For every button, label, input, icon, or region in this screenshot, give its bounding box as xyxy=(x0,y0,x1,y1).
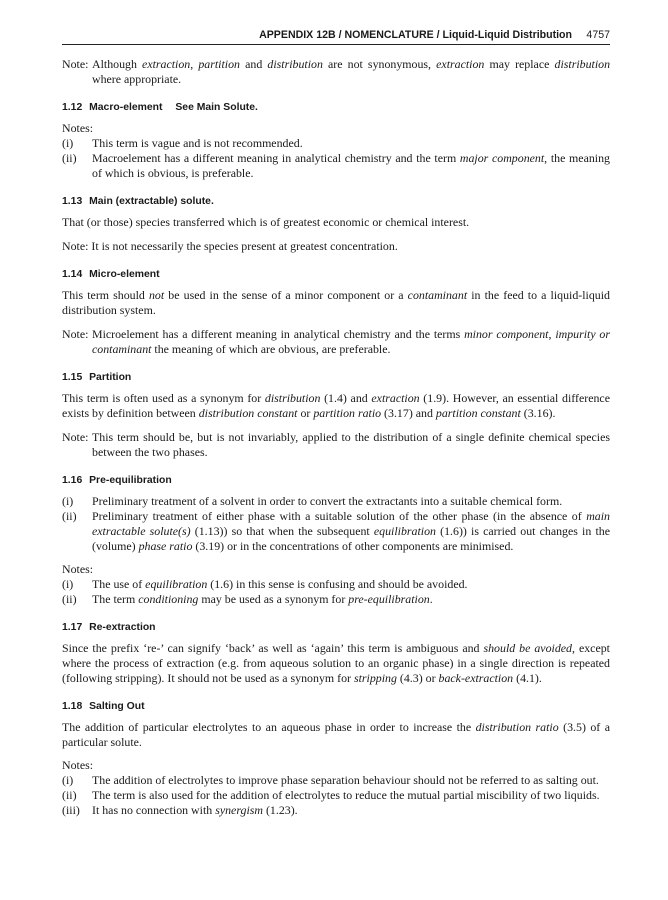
list-item: (i) The addition of electrolytes to improve phase separation behaviour should not be referred to as salting out. xyxy=(62,773,599,787)
see-reference: See Main Solute. xyxy=(175,102,258,113)
notes-label: Notes: xyxy=(62,562,94,576)
section-heading-1-12: 1.12 Macro-element See Main Solute. xyxy=(62,102,258,113)
definition: This term should not be used in the sense of a minor component or a contaminant in the feed to a liquid-liquid distribution system. xyxy=(62,288,611,317)
notes-label: Notes: xyxy=(62,758,94,772)
section-heading-1-14: 1.14 Micro-element xyxy=(62,269,160,280)
section-heading-1-16: 1.16 Pre-equilibration xyxy=(62,475,172,486)
list-item: (ii) Macroelement has a different meaning in analytical chemistry and the term major component, the meaning of which is obvious, is preferable. xyxy=(62,151,610,180)
document-body xyxy=(62,57,610,818)
definition: That (or those) species transferred which is of greatest economic or chemical interest. xyxy=(62,215,470,229)
section-heading-1-15: 1.15 Partition xyxy=(62,372,132,383)
list-item: (i) The use of equilibration (1.6) in this sense is confusing and should be avoided. xyxy=(62,577,468,591)
note: Note: This term should be, but is not invariably, applied to the distribution of a single definite chemical species between the two phases. xyxy=(62,430,610,459)
list-item: (i) Preliminary treatment of a solvent in order to convert the extractants into a suitable chemical form. xyxy=(62,494,563,508)
section-heading-1-17: 1.17 Re-extraction xyxy=(62,622,156,633)
running-head xyxy=(62,28,610,45)
list-item: (ii) The term is also used for the addition of electrolytes to reduce the mutual partial miscibility of two liquids. xyxy=(62,788,600,802)
running-head-title: APPENDIX 12B / NOMENCLATURE / Liquid-Liquid Distribution xyxy=(259,29,572,41)
section-heading-1-18: 1.18 Salting Out xyxy=(62,701,145,712)
list-item: (ii) Preliminary treatment of either phase with a suitable solution of the other phase (in the absence of main extractable solute(s) (1.13)) so that when the subsequent equilibration (1.6)) is carried out changes in the (volume) phase ratio (3.19) or in the concentrations of other components are minimised. xyxy=(62,509,610,553)
list-item: (i) This term is vague and is not recommended. xyxy=(62,136,303,150)
note: Note: Microelement has a different meaning in analytical chemistry and the terms minor component, impurity or contaminant the meaning of which are obvious, are preferable. xyxy=(62,327,611,356)
definition: Since the prefix ‘re-’ can signify ‘back’ as well as ‘again’ this term is ambiguous and should be avoided, except where the process of extraction (e.g. from aqueous solution to an organic phase) in a single direction is repeated (following stripping). It should not be used as a synonym for stripping (4.3) or back-extraction (4.1). xyxy=(62,641,610,685)
intro-note xyxy=(62,57,610,87)
note-label: Note: xyxy=(62,57,89,71)
notes-label: Notes: xyxy=(62,121,94,135)
definition: The addition of particular electrolytes to an aqueous phase in order to increase the distribution ratio (3.5) of a particular solute. xyxy=(62,720,610,749)
page-number: 4757 xyxy=(586,29,610,41)
note-text: Although extraction, partition and distribution are not synonymous, extraction may replace distribution where appropriate. xyxy=(92,57,611,86)
list-item: (ii) The term conditioning may be used as a synonym for pre-equilibration. xyxy=(62,592,433,606)
note: Note: It is not necessarily the species present at greatest concentration. xyxy=(62,239,398,253)
list-item: (iii) It has no connection with synergism (1.23). xyxy=(62,803,298,817)
definition: This term is often used as a synonym for distribution (1.4) and extraction (1.9). However, an essential difference exists by definition between distribution constant or partition ratio (3.17) and partition constant (3.16). xyxy=(62,391,610,420)
document-page xyxy=(62,28,610,818)
section-heading-1-13: 1.13 Main (extractable) solute. xyxy=(62,196,214,207)
